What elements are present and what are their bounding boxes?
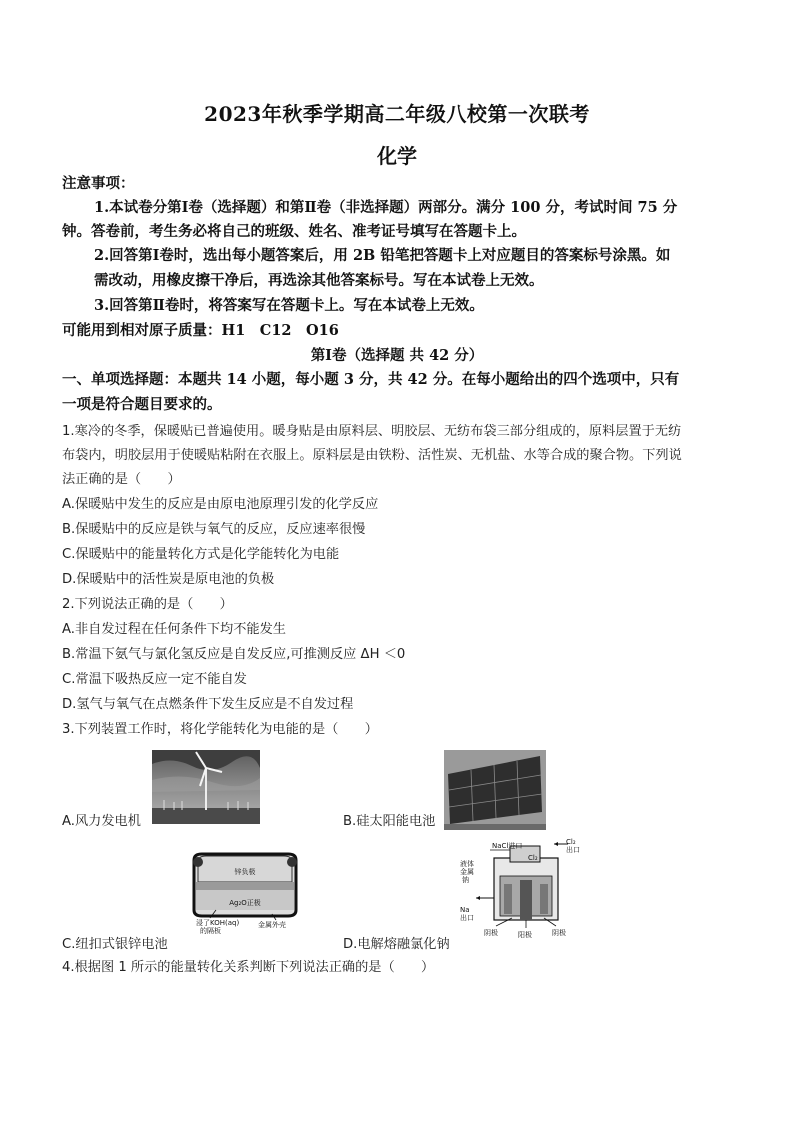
q1-option-b: B.保暖贴中的反应是铁与氧气的反应，反应速率很慢 bbox=[62, 522, 366, 537]
notice-item1-line1: 1.本试卷分第Ⅰ卷（选择题）和第Ⅱ卷（非选择题）两部分。满分 100 分，考试时间 75 分 bbox=[94, 199, 678, 216]
electrolysis-label-na-outlet-1: Na bbox=[460, 906, 470, 914]
electrolysis-label-cathode-right: 阴极 bbox=[552, 929, 566, 937]
section1-intro-line1: 一、单项选择题：本题共 14 小题，每小题 3 分，共 42 分。在每小题给出的四个选项中，只有 bbox=[62, 371, 680, 388]
q2-option-a: A.非自发过程在任何条件下均不能发生 bbox=[62, 622, 286, 637]
section1-heading: 第Ⅰ卷（选择题 共 42 分） bbox=[310, 347, 484, 364]
solar-panel-image bbox=[444, 750, 546, 830]
q1-stem-line2: 布袋内，明胶层用于使暖贴粘附在衣服上。原料层是由铁粉、活性炭、无机盐、水等合成的聚合物。下列说 bbox=[62, 448, 682, 463]
q1-stem-line3: 法正确的是（ ） bbox=[62, 472, 181, 487]
battery-label-shell: 金属外壳 bbox=[258, 921, 286, 929]
button-cell-diagram bbox=[176, 850, 314, 934]
electrolysis-diagram bbox=[454, 836, 582, 944]
q3-stem: 3.下列装置工作时，将化学能转化为电能的是（ ） bbox=[62, 722, 378, 737]
wind-turbine-image bbox=[152, 750, 260, 824]
q3-option-b: B.硅太阳能电池 bbox=[343, 814, 436, 829]
notice-item3: 3.回答第Ⅱ卷时，将答案写在答题卡上。写在本试卷上无效。 bbox=[94, 297, 484, 314]
q2-option-c: C.常温下吸热反应一定不能自发 bbox=[62, 672, 247, 687]
q2-option-d: D.氢气与氧气在点燃条件下发生反应是不自发过程 bbox=[62, 697, 354, 712]
q3-option-c: C.纽扣式银锌电池 bbox=[62, 937, 168, 952]
q3-option-d: D.电解熔融氯化钠 bbox=[343, 937, 450, 952]
notice-item2-line1: 2.回答第Ⅰ卷时，选出每小题答案后，用 2B 铅笔把答题卡上对应题目的答案标号涂黑。如 bbox=[94, 247, 671, 264]
q4-stem: 4.根据图 1 所示的能量转化关系判断下列说法正确的是（ ） bbox=[62, 960, 435, 975]
q3-option-a: A.风力发电机 bbox=[62, 814, 141, 829]
electrolysis-label-na-outlet-2: 出口 bbox=[460, 914, 474, 922]
notice-item2-line2: 需改动，用橡皮擦干净后，再选涂其他答案标号。写在本试卷上无效。 bbox=[94, 272, 544, 289]
electrolysis-label-cl2: Cl₂ bbox=[528, 854, 538, 862]
q2-stem: 2.下列说法正确的是（ ） bbox=[62, 597, 233, 612]
q1-option-c: C.保暖贴中的能量转化方式是化学能转化为电能 bbox=[62, 547, 340, 562]
electrolysis-label-cathode-left: 阴极 bbox=[484, 929, 498, 937]
electrolysis-label-nacl-inlet: NaCl进口 bbox=[492, 842, 523, 850]
q1-option-a: A.保暖贴中发生的反应是由原电池原理引发的化学反应 bbox=[62, 497, 379, 512]
atomic-mass-line: 可能用到相对原子质量：H1 C12 O16 bbox=[62, 322, 339, 339]
q1-stem-line1: 1.寒冷的冬季，保暖贴已普遍使用。暖身贴是由原料层、明胶层、无纺布袋三部分组成的，原料层置于无纺 bbox=[62, 424, 682, 439]
electrolysis-label-liquid-na-2: 金属 bbox=[460, 868, 474, 876]
notice-item1-line2: 钟。答卷前，考生务必将自己的班级、姓名、准考证号填写在答题卡上。 bbox=[62, 223, 526, 240]
battery-label-separator-1: 浸了KOH(aq) bbox=[196, 919, 240, 927]
battery-label-separator-2: 的隔板 bbox=[200, 927, 221, 934]
electrolysis-label-anode: 阳极 bbox=[518, 931, 532, 939]
exam-title: 2023年秋季学期高二年级八校第一次联考 bbox=[204, 102, 590, 126]
battery-label-ag2o: Ag₂O正极 bbox=[229, 899, 261, 907]
q2-option-b: B.常温下氨气与氯化氢反应是自发反应,可推测反应 ΔH ＜0 bbox=[62, 647, 406, 662]
electrolysis-label-cl2-outlet-1: Cl₂ bbox=[566, 838, 576, 846]
electrolysis-label-cl2-outlet-2: 出口 bbox=[566, 846, 580, 854]
notice-heading: 注意事项： bbox=[62, 175, 135, 192]
q1-option-d: D.保暖贴中的活性炭是原电池的负极 bbox=[62, 572, 275, 587]
section1-intro-line2: 一项是符合题目要求的。 bbox=[62, 396, 222, 413]
battery-label-zinc: 锌负极 bbox=[234, 868, 256, 876]
electrolysis-label-liquid-na-1: 液体 bbox=[460, 860, 474, 868]
electrolysis-label-liquid-na-3: 钠 bbox=[462, 876, 469, 884]
subject-title: 化学 bbox=[377, 144, 417, 168]
